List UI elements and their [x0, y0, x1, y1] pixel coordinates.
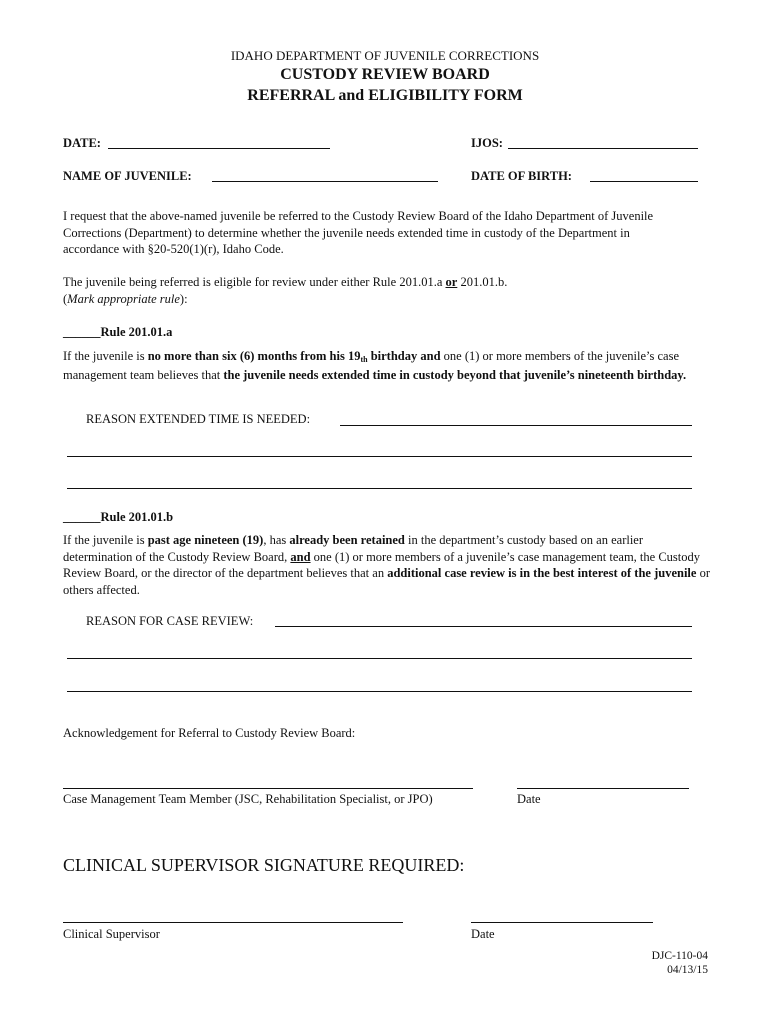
mark-instruction: Mark appropriate rule — [67, 291, 180, 306]
rule-a-reason-line[interactable] — [340, 425, 692, 426]
agency-name: IDAHO DEPARTMENT OF JUVENILE CORRECTIONS — [230, 48, 540, 63]
rule-a-reason-line[interactable] — [67, 488, 692, 489]
member-date-line[interactable] — [517, 788, 689, 789]
rule-b-heading: ______Rule 201.01.b — [63, 510, 174, 524]
rule-b-description: If the juvenile is past age nineteen (19), has already been retained in the department’s custody based on an earlier determination of the Custody Review Board, and one (1) or more members of a juvenile’s case management team, the Custody Review Board, or the director of the department believes that an additional case review is in the best interest of the juvenile or others affected. — [63, 533, 710, 597]
rule-b-reason-line[interactable] — [67, 658, 692, 659]
rule-a-description: If the juvenile is no more than six (6) months from his 19th birthday and one (1) or more members of the juvenile’s case management team believes that the juvenile needs extended time in custody beyond that juvenile’s nineteenth birthday. — [63, 349, 687, 382]
date-field[interactable] — [108, 148, 330, 149]
ijos-label: IJOS: — [471, 136, 503, 150]
rule-a-reason-label: REASON EXTENDED TIME IS NEEDED: — [86, 412, 311, 426]
supervisor-date-line[interactable] — [471, 922, 653, 923]
eligibility-statement: The juvenile being referred is eligible for review under either Rule 201.01.a or 201.01.b. (Mark appropriate rule): — [63, 275, 508, 306]
ijos-field[interactable] — [508, 148, 698, 149]
member-date-caption: Date — [517, 792, 541, 806]
dob-field[interactable] — [590, 181, 698, 182]
date-label: DATE: — [63, 136, 101, 150]
supervisor-date-caption: Date — [471, 927, 495, 941]
rule-b-checkbox[interactable]: ______ — [63, 510, 101, 524]
supervisor-signature-line[interactable] — [63, 922, 403, 923]
form-title: CUSTODY REVIEW BOARD — [280, 66, 490, 83]
juvenile-name-field[interactable] — [212, 181, 438, 182]
acknowledgement-label: Acknowledgement for Referral to Custody Review Board: — [63, 726, 356, 740]
rule-a-reason-line[interactable] — [67, 456, 692, 457]
form-subtitle: REFERRAL and ELIGIBILITY FORM — [247, 87, 523, 104]
form-number: DJC-110-04 — [651, 950, 708, 962]
rule-a-checkbox[interactable]: ______ — [63, 325, 101, 339]
juvenile-name-label: NAME OF JUVENILE: — [63, 169, 192, 183]
rule-b-reason-line[interactable] — [67, 691, 692, 692]
rule-b-reason-line[interactable] — [275, 626, 692, 627]
member-signature-line[interactable] — [63, 788, 473, 789]
rule-a-heading: ______Rule 201.01.a — [63, 325, 173, 339]
request-paragraph: I request that the above-named juvenile be referred to the Custody Review Board of the Idaho Department of Juvenile Corrections (Department) to determine whether the juvenile needs extended time in custody of the Department in accordance with §20-520(1)(r), Idaho Code. — [63, 209, 654, 256]
dob-label: DATE OF BIRTH: — [471, 169, 572, 183]
member-caption: Case Management Team Member (JSC, Rehabilitation Specialist, or JPO) — [63, 792, 433, 806]
supervisor-caption: Clinical Supervisor — [63, 927, 160, 941]
rule-b-reason-label: REASON FOR CASE REVIEW: — [86, 614, 254, 628]
revision-date: 04/13/15 — [667, 964, 708, 976]
clinical-heading: CLINICAL SUPERVISOR SIGNATURE REQUIRED: — [63, 855, 465, 875]
